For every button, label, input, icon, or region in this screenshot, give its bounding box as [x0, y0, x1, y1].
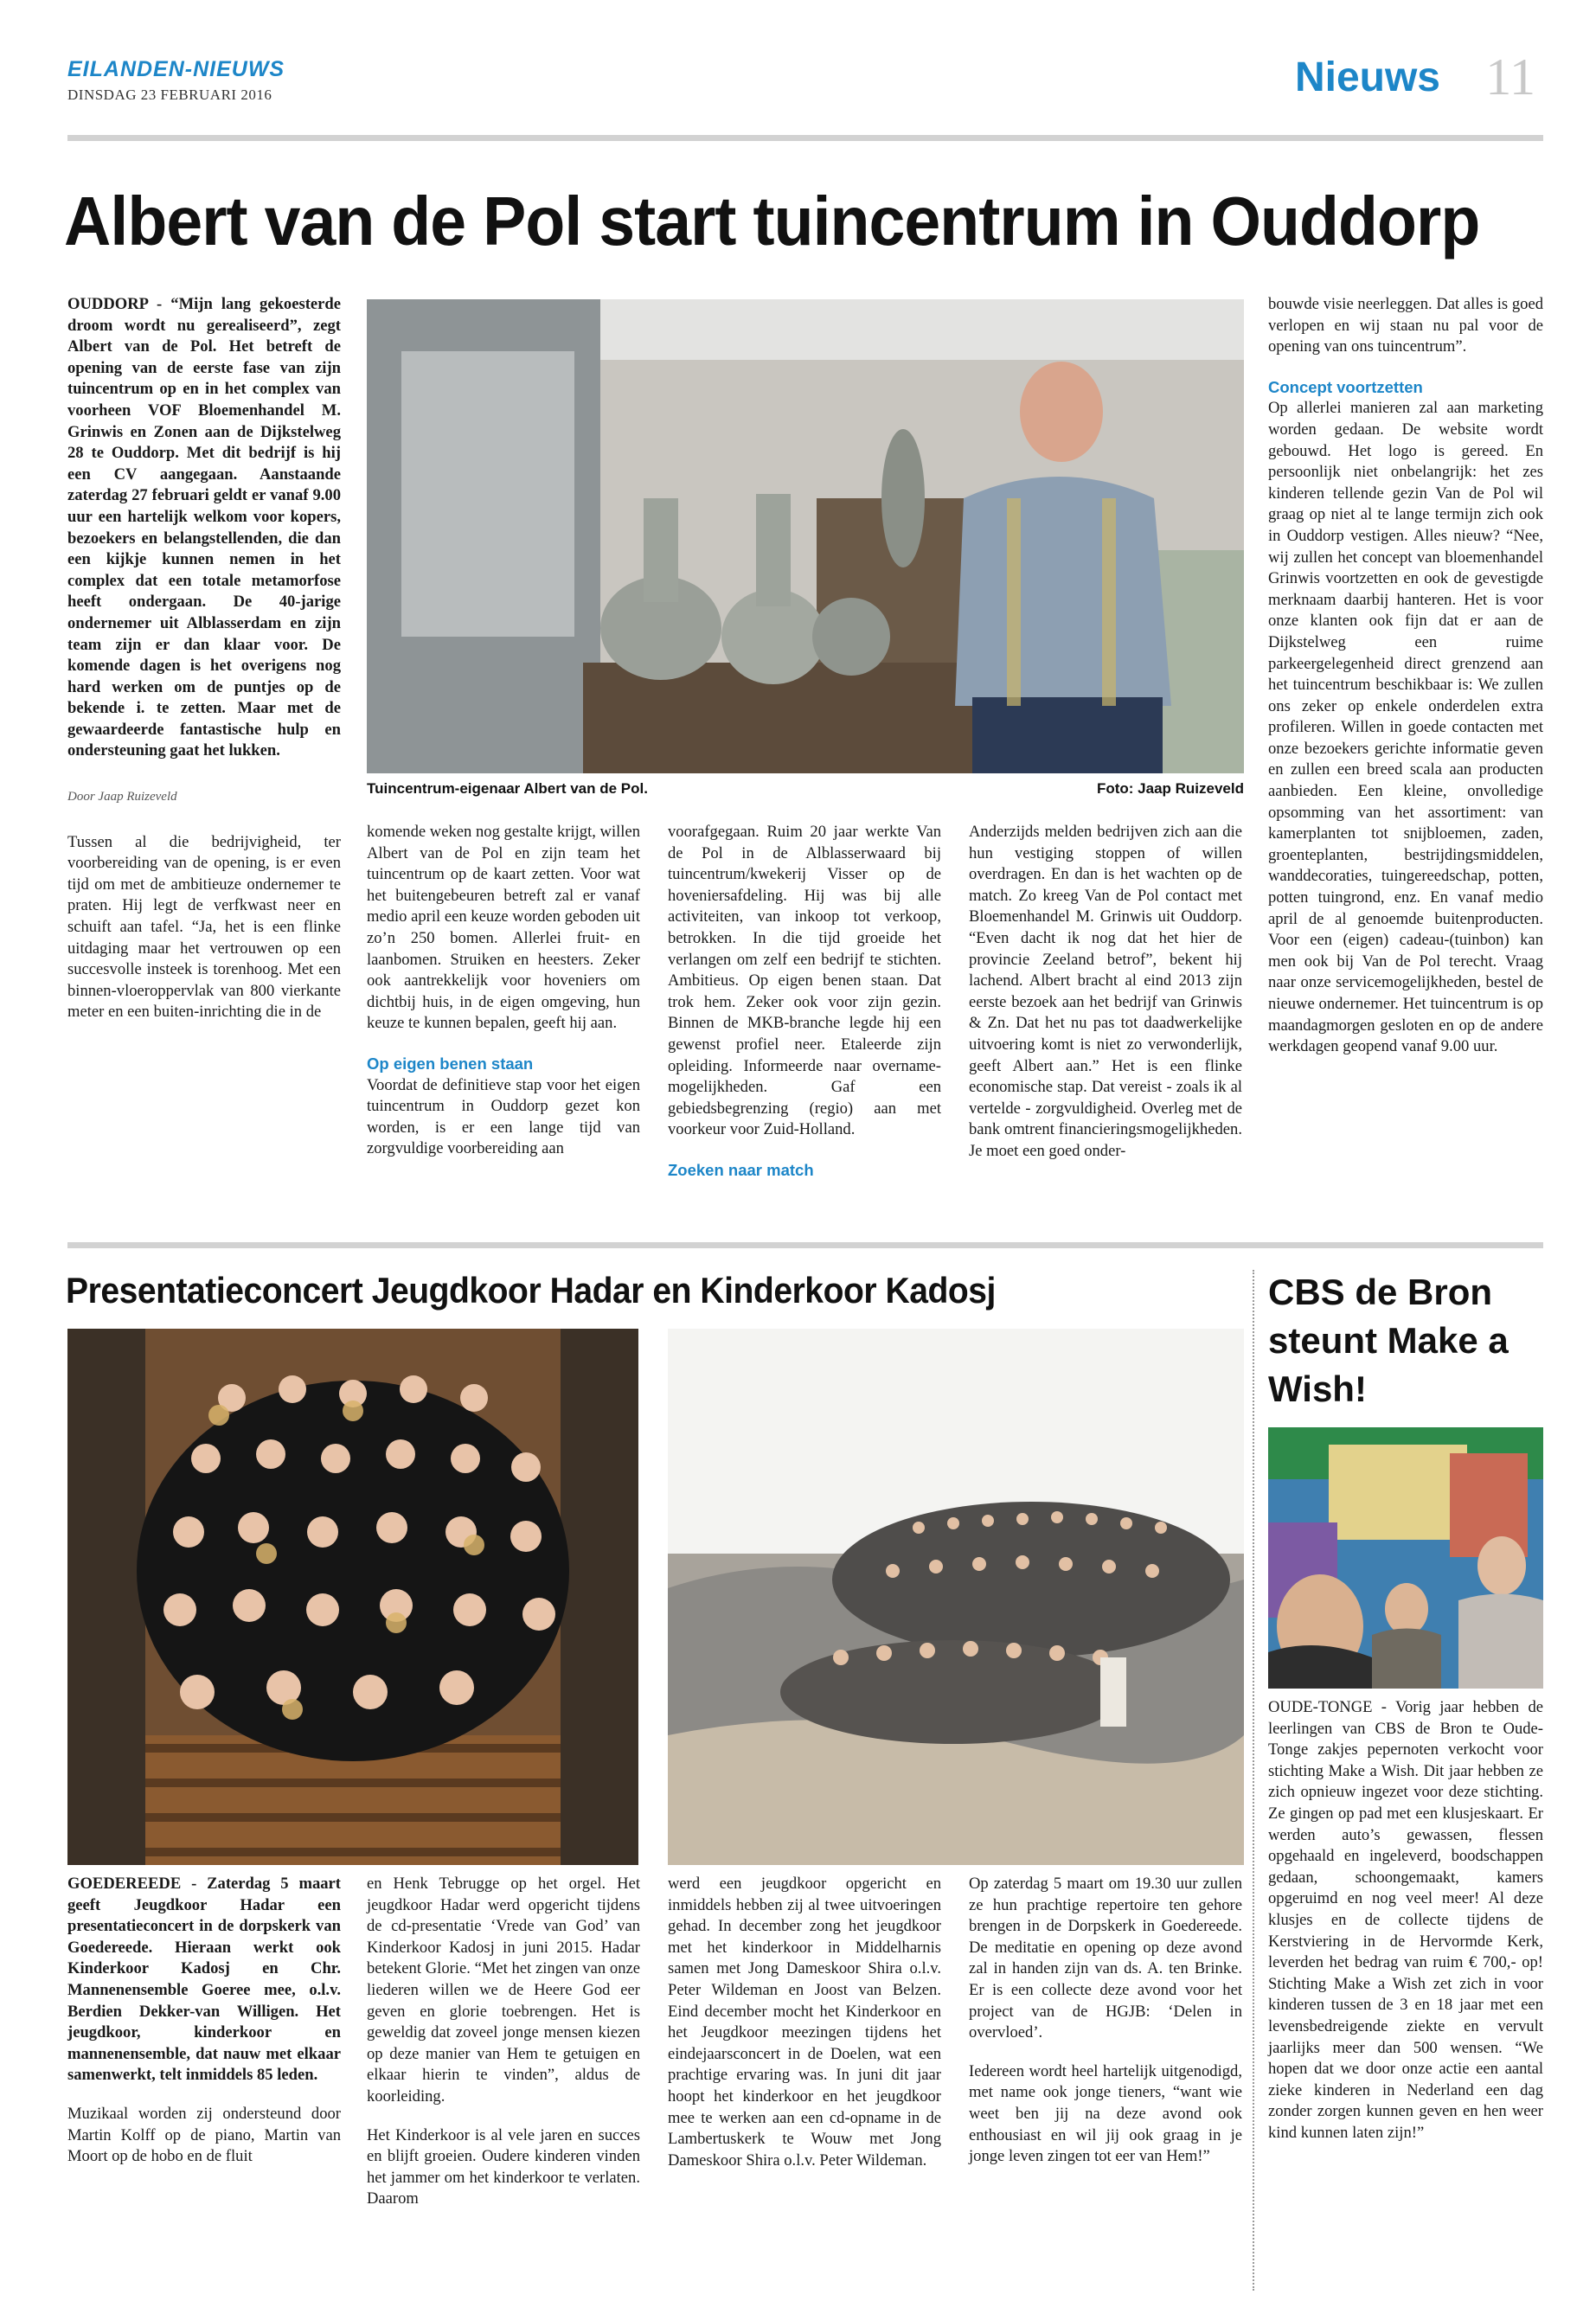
- middle-rule: [67, 1242, 1543, 1248]
- article2-column-1: [67, 1874, 341, 2168]
- article1-column-3: [668, 822, 941, 1182]
- article1-column-2: [367, 822, 640, 1160]
- choir-church-illustration: [67, 1329, 638, 1865]
- article1-subheading-3: Concept voortzetten: [1268, 377, 1423, 396]
- article1-subheading-1: Op eigen benen staan: [367, 1054, 534, 1073]
- article3-headline: CBS de Bron steunt Make a Wish!: [1268, 1272, 1509, 1409]
- article2-column-2: [367, 1874, 640, 2210]
- article1-byline: Door Jaap Ruizeveld: [67, 790, 177, 804]
- article1-col1-body: Tussen al die bedrijvigheid, ter voorbereiding van de opening, is er even tijd om met de ambitieuze ondernemer te praten. Hij legt de verfkwast neer en schuift aan tafel. “Ja, het is een flinke uitdaging maar het vertrouwen op een succesvolle insteek is torenhoog. Met een binnen-vloeroppervlak van 800 vierkante meter en een buiten-inrichting die in de: [67, 832, 341, 1022]
- article2-column-4: [969, 1874, 1242, 2168]
- article2-lead: GOEDEREEDE - Zaterdag 5 maart geeft Jeugdkoor Hadar een presentatieconcert in de dorpskerk van Goedereede. Hieraan werkt ook Kinderkoor Kadosj en Chr. Mannenensemble Goeree mee, o.l.v. Berdien Dekker-van Willigen. Het jeugdkoor, kinderkoor en mannenensemble, dat nauw met elkaar samenwerkt, telt inmiddels 85 leden.: [67, 1875, 341, 2085]
- publication-date: DINSDAG 23 FEBRUARI 2016: [67, 87, 272, 103]
- article2-col3-body: werd een jeugdkoor opgericht en inmiddels hebben zij al twee uitvoeringen gehad. In december zong het jeugdkoor met het kinderkoor in Middelharnis samen met Jong Dameskoor Shira o.l.v. Peter Wildeman en Joost van Belzen. Eind december mocht het Kinderkoor en het Jeugdkoor meezingen tijdens het eindejaarsconcert in de Doelen, wat een prachtige ervaring was. In juni dit jaar hoopt het kinderkoor en het jeugdkoor mee te werken aan een cd-opname in de Lambertuskerk te Wouw met Jong Dameskoor Shira o.l.v. Peter Wildeman.: [668, 1875, 941, 2170]
- article2-col2-body2: Het Kinderkoor is al vele jaren en succes en blijft groeien. Oudere kinderen vinden het jammer om het kinderkoor te verlaten. Daarom: [367, 2125, 640, 2208]
- shop-owner-photo-illustration: [367, 299, 1244, 773]
- sidebar-separator: [1253, 1270, 1254, 2291]
- article1-photo: [367, 299, 1244, 773]
- article1-col2-body: komende weken nog gestalte krijgt, willen Albert van de Pol en zijn team het tuincentrum op de kaart zetten. Voor wat het buitengebeuren betreft zal er vanaf medio april een keuze worden geboden uit zo’n 250 bomen. Allerlei fruit- en laanbomen. Struiken en heesters. Zeker ook aantrekkelijk voor hoveniers om dichtbij huis, in de eigen omgeving, hun keuze te kunnen bepalen, geeft hij aan.: [367, 823, 641, 1033]
- article2-photo-children-dunes: [668, 1329, 1244, 1865]
- masthead-logo: EILANDEN-NIEUWS: [67, 57, 285, 81]
- article3-column: [1268, 1697, 1543, 2144]
- article1-col5-body: bouwde visie neerleggen. Dat alles is goed verlopen en wij staan nu pal voor de opening van ons tuincentrum”.: [1268, 295, 1543, 356]
- article3-photo: [1268, 1427, 1543, 1689]
- article1-col3-body: voorafgegaan. Ruim 20 jaar werkte Van de Pol in de Alblasserwaard bij tuincentrum/kwekerij Visser op de hoveniersafdeling. Hij was bij alle activiteiten, van inkoop tot verkoop, betrokken. In die tijd groeide het verlangen om zelf een bedrijf te stichten. Ambitieus. Op eigen benen staan. Dat trok hem. Zeker ook voor zijn gezin. Binnen de MKB-branche legde hij een gewenst profiel neer. Etaleerde zijn opleiding. Informeerde naar overname-mogelijkheden. Gaf een gebiedsbegrenzing (regio) aan met voorkeur voor Zuid-Holland.: [668, 823, 941, 1139]
- article2-col2-body: en Henk Tebrugge op het orgel. Het jeugdkoor Hadar werd opgericht tijdens de cd-presentatie ‘Vrede van God’ van Kinderkoor Kadosj in juni 2015. Hadar betekent Glorie. “Met het zingen van onze liederen willen we de Heere God eer geven en glorie toebrengen. Het is geweldig dat zoveel jonge mensen kiezen op deze manier van Hem te getuigen en elkaar hierin te vinden”, aldus de koorleiding.: [367, 1875, 640, 2106]
- article2-col4-body2: Iedereen wordt heel hartelijk uitgenodigd, met name ook jonge tieners, “want wie weet ben jij na deze avond ook enthousiast en wil jij ook graag in je jonge leven zingen tot eer van Hem!”: [969, 2061, 1242, 2166]
- article2-column-3: [668, 1874, 941, 2171]
- article1-column-4: [969, 822, 1242, 1163]
- article1-col5-body2: Op allerlei manieren zal aan marketing worden gedaan. De website wordt gebouwd. Het logo is gereed. En persoonlijk niet onbelangrijk: het zes kinderen tellende gezin Van de Pol wil graag op niet al te lange termijn zich ook in Ouddorp vestigen. Alles nieuw? “Nee, wij zullen het concept van bloemenhandel Grinwis voortzetten en ook de gevestigde merknaam daarbij hanteren. Het is voor onze klanten ook fijn dat er aan de Dijkstelweg een ruime parkeergelegenheid direct grenzend aan het tuincentrum beschikbaar is: We zullen ons zeker op enkele onderdelen extra profileren. Willen in goede contacten met onze bezoekers gerichte informatie geven en zullen een breed scala aan producten aanbieden. Een kleine, onvolledige opsomming van het assortiment: van kamerplanten tot snijbloemen, zaden, groenteplanten, bestrijdingsmiddelen, wanddecoraties, tuingereedschap, potten, potten tuingrond, enz. En vanaf medio april de al genoemde buitenproducten. Voor een (eigen) cadeau-(tuinbon) kan men ook bij Van de Pol terecht. Vraag naar onze servicemogelijkheden, bestel de nieuwe ondernemer. Het tuincentrum is op maandagmorgen gesloten en op de andere werkdagen geopend vanaf 9.00 uur.: [1268, 399, 1543, 1056]
- top-rule: [67, 135, 1543, 141]
- article1-photo-caption: Tuincentrum-eigenaar Albert van de Pol.: [367, 780, 648, 797]
- article1-column-5: [1268, 294, 1543, 1058]
- page-number: 11: [1485, 48, 1535, 106]
- article1-col2-body2: Voordat de definitieve stap voor het eigen tuincentrum in Ouddorp gezet kon worden, is er een lange tijd van zorgvuldige voorbereiding aan: [367, 1075, 640, 1158]
- article2-headline: Presentatieconcert Jeugdkoor Hadar en Kinderkoor Kadosj: [66, 1270, 996, 1311]
- section-title: Nieuws: [1294, 54, 1440, 100]
- article1-headline: Albert van de Pol start tuincentrum in Ouddorp: [64, 183, 1480, 260]
- article2-col4-body: Op zaterdag 5 maart om 19.30 uur zullen ze hun prachtige repertoire ten gehore brengen in de Dorpskerk in Goedereede. De meditatie en opening op deze avond zal in handen zijn van ds. A. ten Brinke. Er is een collecte deze avond voor het project van de HGJB: ‘Delen in overvloed’.: [969, 1875, 1242, 2042]
- children-dunes-illustration: [668, 1329, 1244, 1865]
- classroom-children-illustration: [1268, 1427, 1543, 1689]
- article1-lead: OUDDORP - “Mijn lang gekoesterde droom wordt nu gerealiseerd”, zegt Albert van de Pol. Het betreft de opening van de eerste fase van zijn tuincentrum op en in het complex van voorheen VOF Bloemenhandel M. Grinwis en Zonen aan de Dijkstelweg 28 te Ouddorp. Met dit bedrijf is hij een CV aangegaan. Aanstaande zaterdag 27 februari geldt er vanaf 9.00 uur een hartelijk welkom voor kopers, bezoekers en belangstellenden, die dan een kijkje kunnen nemen in het complex dat een totale metamorfose heeft ondergaan. De 40-jarige ondernemer uit Alblasserdam en zijn team zijn er dan klaar voor. De komende dagen is het overigens nog hard werken om de puntjes op de bekende i. te zetten. Maar met de gewaardeerde fantastische hulp en ondersteuning gaat het lukken.: [67, 295, 341, 760]
- article2-photo-choir-church: [67, 1329, 638, 1865]
- article1-column-1: [67, 294, 341, 1023]
- article3-body: OUDE-TONGE - Vorig jaar hebben de leerlingen van CBS de Bron te Oude-Tonge zakjes pepernoten verkocht voor stichting Make a Wish. Dit jaar hebben ze zich opnieuw ingezet voor deze stichting. Ze gingen op pad met een klusjeskaart. Er werden auto’s gewassen, flessen opgehaald en ingeleverd, boodschappen gedaan, schoongemaakt, kamers opgeruimd en nog veel meer! Al deze klusjes en de collecte tijdens de Kerstviering in de Hervormde Kerk, leverden het bedrag van ruim € 700,- op! Stichting Make a Wish zet zich in voor kinderen tussen de 3 en 18 jaar met een levensbedreigende ziekte en vervult jaarlijks meer dan 500 wensen. “We hopen dat we door onze actie een aantal zieke kinderen in Nederland een dag zonder zorgen kunnen geven en hen weer kind kunnen laten zijn!”: [1268, 1698, 1543, 2142]
- article1-col4-body: Anderzijds melden bedrijven zich aan die hun vestiging stoppen of willen overdragen. En dan is het wachten op de match. Zo kreeg Van de Pol contact met Bloemenhandel M. Grinwis uit Ouddorp. “Even dacht ik nog dat het hier de provincie Zeeland betrof”, bekent hij lachend. Albert bracht al eind 2013 zijn eerste bezoek aan het bedrijf van Grinwis & Zn. Dat het nu pas tot daadwerkelijke uitvoering komt is niet zo verwonderlijk, geeft Albert aan.” Het is een flinke economische stap. Dat vereist - zoals ik al vertelde - zorgvuldigheid. Overleg met de bank omtrent financieringsmogelijkheden. Je moet een goed onder-: [969, 823, 1242, 1160]
- article1-subheading-2: Zoeken naar match: [668, 1160, 814, 1179]
- article2-col1-body: Muzikaal worden zij ondersteund door Martin Kolff op de piano, Martin van Moort op de hobo en de fluit: [67, 2104, 341, 2166]
- article1-photo-credit: Foto: Jaap Ruizeveld: [1096, 780, 1244, 797]
